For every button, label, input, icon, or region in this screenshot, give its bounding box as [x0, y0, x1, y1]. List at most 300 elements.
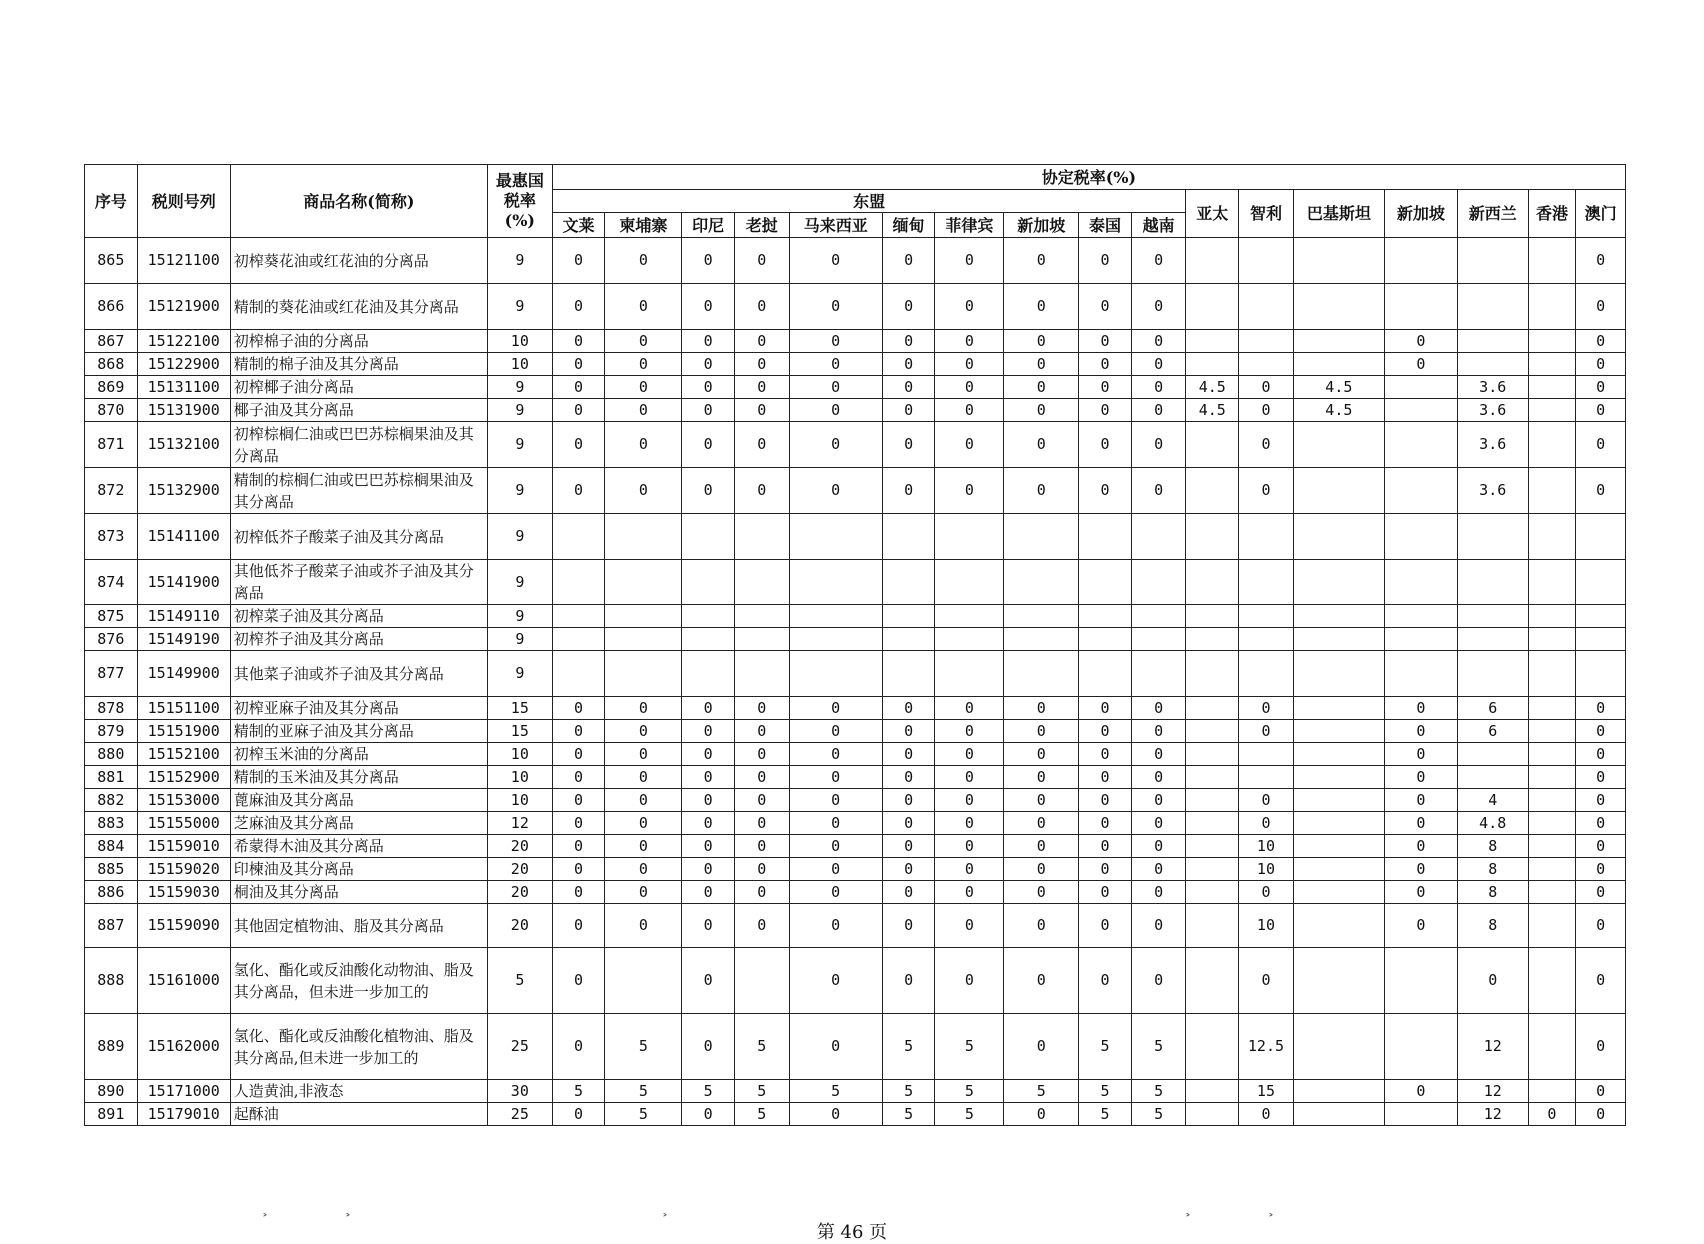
- row-asean-rate: 0: [1131, 720, 1186, 743]
- row-asean-rate: 0: [1079, 376, 1132, 399]
- row-asean-rate: 0: [552, 1014, 605, 1080]
- row-asean-rate: 0: [789, 881, 882, 904]
- row-other-rate: [1457, 651, 1528, 697]
- row-asean-rate: 0: [682, 766, 735, 789]
- row-other-rate: 4.5: [1293, 399, 1384, 422]
- row-asean-rate: 0: [935, 858, 1004, 881]
- row-other-rate: 0: [1384, 789, 1457, 812]
- row-other-rate: 0: [1239, 881, 1294, 904]
- row-other-rate: 0: [1239, 468, 1294, 514]
- row-asean-rate: 0: [682, 353, 735, 376]
- row-asean-rate: [605, 514, 682, 560]
- row-asean-rate: 0: [935, 422, 1004, 468]
- row-name: 桐油及其分离品: [230, 881, 487, 904]
- row-asean-rate: 5: [1131, 1103, 1186, 1126]
- row-other-rate: 0: [1384, 835, 1457, 858]
- row-seq: 874: [85, 560, 138, 605]
- row-other-rate: 0: [1239, 376, 1294, 399]
- row-other-rate: [1528, 651, 1576, 697]
- row-asean-rate: 0: [734, 422, 789, 468]
- row-other-rate: 0: [1384, 1080, 1457, 1103]
- row-other-rate: [1457, 605, 1528, 628]
- row-other-rate: 0: [1576, 376, 1626, 399]
- row-asean-rate: 0: [682, 948, 735, 1014]
- row-asean-rate: 5: [1079, 1080, 1132, 1103]
- row-asean-rate: 0: [552, 330, 605, 353]
- row-code: 15121100: [137, 238, 230, 284]
- row-asean-rate: 0: [552, 948, 605, 1014]
- row-other-rate: [1293, 628, 1384, 651]
- header-code: 税则号列: [137, 165, 230, 238]
- row-asean-rate: 0: [882, 858, 935, 881]
- row-asean-rate: 0: [882, 948, 935, 1014]
- row-asean-rate: 0: [1131, 858, 1186, 881]
- row-seq: 875: [85, 605, 138, 628]
- table-row: [85, 560, 1626, 605]
- row-asean-rate: 0: [1131, 468, 1186, 514]
- row-seq: 867: [85, 330, 138, 353]
- row-asean-rate: 0: [789, 468, 882, 514]
- row-code: 15151900: [137, 720, 230, 743]
- row-mfn: 25: [487, 1103, 552, 1126]
- row-asean-rate: 5: [605, 1080, 682, 1103]
- row-asean-rate: [1079, 514, 1132, 560]
- row-other-rate: 0: [1576, 330, 1626, 353]
- row-asean-rate: 0: [734, 881, 789, 904]
- row-asean-rate: 0: [789, 766, 882, 789]
- row-name: 氢化、酯化或反油酸化植物油、脂及其分离品,但未进一步加工的: [230, 1014, 487, 1080]
- row-other-rate: 0: [1576, 697, 1626, 720]
- row-asean-rate: [552, 560, 605, 605]
- row-mfn: 15: [487, 697, 552, 720]
- row-asean-rate: 0: [789, 697, 882, 720]
- row-asean-rate: 0: [1079, 353, 1132, 376]
- row-other-rate: 4: [1457, 789, 1528, 812]
- row-other-rate: [1186, 514, 1239, 560]
- row-asean-rate: [552, 605, 605, 628]
- row-other-rate: 12: [1457, 1014, 1528, 1080]
- row-other-rate: [1186, 881, 1239, 904]
- row-other-rate: [1293, 1014, 1384, 1080]
- row-seq: 873: [85, 514, 138, 560]
- row-asean-rate: 0: [935, 284, 1004, 330]
- row-seq: 879: [85, 720, 138, 743]
- row-asean-rate: 0: [789, 789, 882, 812]
- row-other-rate: [1293, 835, 1384, 858]
- header-name: 商品名称(简称): [230, 165, 487, 238]
- row-code: 15152100: [137, 743, 230, 766]
- header-other-1: 智利: [1239, 190, 1294, 238]
- row-other-rate: 0: [1576, 1014, 1626, 1080]
- row-other-rate: [1186, 651, 1239, 697]
- row-asean-rate: 0: [605, 743, 682, 766]
- row-code: 15141100: [137, 514, 230, 560]
- row-other-rate: [1293, 812, 1384, 835]
- scan-mark: ˃: [1185, 1212, 1191, 1226]
- row-asean-rate: 5: [1131, 1014, 1186, 1080]
- row-asean-rate: [734, 560, 789, 605]
- row-other-rate: [1384, 468, 1457, 514]
- row-asean-rate: 0: [1131, 697, 1186, 720]
- row-other-rate: 12: [1457, 1103, 1528, 1126]
- row-asean-rate: [935, 651, 1004, 697]
- row-other-rate: [1457, 514, 1528, 560]
- row-asean-rate: 0: [935, 789, 1004, 812]
- row-asean-rate: [1079, 651, 1132, 697]
- row-asean-rate: 0: [935, 812, 1004, 835]
- header-mfn: 最惠国税率(%): [487, 165, 552, 238]
- row-other-rate: 0: [1576, 1103, 1626, 1126]
- row-asean-rate: [789, 651, 882, 697]
- row-asean-rate: 0: [1004, 812, 1079, 835]
- row-asean-rate: 0: [682, 468, 735, 514]
- row-other-rate: [1528, 399, 1576, 422]
- row-asean-rate: 0: [789, 376, 882, 399]
- row-asean-rate: 5: [935, 1103, 1004, 1126]
- header-asean-6: 菲律宾: [935, 213, 1004, 238]
- row-other-rate: 4.5: [1293, 376, 1384, 399]
- row-asean-rate: [882, 514, 935, 560]
- row-asean-rate: 0: [935, 743, 1004, 766]
- row-asean-rate: 0: [605, 353, 682, 376]
- row-asean-rate: [882, 628, 935, 651]
- row-asean-rate: [1004, 514, 1079, 560]
- row-asean-rate: 5: [789, 1080, 882, 1103]
- row-other-rate: 3.6: [1457, 468, 1528, 514]
- row-mfn: 9: [487, 514, 552, 560]
- header-asean-9: 越南: [1131, 213, 1186, 238]
- row-other-rate: [1186, 560, 1239, 605]
- row-asean-rate: 0: [605, 904, 682, 948]
- row-mfn: 10: [487, 353, 552, 376]
- row-other-rate: 0: [1576, 720, 1626, 743]
- row-asean-rate: [789, 628, 882, 651]
- row-other-rate: [1293, 284, 1384, 330]
- row-asean-rate: 0: [882, 789, 935, 812]
- row-other-rate: 0: [1576, 881, 1626, 904]
- row-mfn: 9: [487, 399, 552, 422]
- row-asean-rate: 0: [1131, 766, 1186, 789]
- row-other-rate: 0: [1576, 904, 1626, 948]
- table-row: [85, 881, 1626, 904]
- scan-mark: ˃: [262, 1212, 268, 1226]
- row-other-rate: [1293, 353, 1384, 376]
- row-asean-rate: 0: [734, 789, 789, 812]
- row-other-rate: [1186, 1014, 1239, 1080]
- row-other-rate: 0: [1528, 1103, 1576, 1126]
- row-asean-rate: 0: [1004, 422, 1079, 468]
- row-other-rate: [1293, 789, 1384, 812]
- row-asean-rate: 0: [1131, 353, 1186, 376]
- row-asean-rate: 0: [1004, 376, 1079, 399]
- row-asean-rate: [682, 628, 735, 651]
- row-other-rate: [1528, 858, 1576, 881]
- table-row: [85, 353, 1626, 376]
- header-asean-0: 文莱: [552, 213, 605, 238]
- row-asean-rate: 0: [1004, 238, 1079, 284]
- row-other-rate: [1186, 697, 1239, 720]
- row-asean-rate: 0: [935, 330, 1004, 353]
- row-other-rate: [1457, 743, 1528, 766]
- row-other-rate: [1384, 628, 1457, 651]
- row-mfn: 10: [487, 743, 552, 766]
- row-code: 15152900: [137, 766, 230, 789]
- row-name: 精制的棕榈仁油或巴巴苏棕榈果油及其分离品: [230, 468, 487, 514]
- row-seq: 881: [85, 766, 138, 789]
- row-name: 印楝油及其分离品: [230, 858, 487, 881]
- row-seq: 877: [85, 651, 138, 697]
- row-name: 初榨棉子油的分离品: [230, 330, 487, 353]
- header-asean-8: 泰国: [1079, 213, 1132, 238]
- table-row: [85, 1103, 1626, 1126]
- row-mfn: 10: [487, 766, 552, 789]
- row-asean-rate: 0: [1131, 789, 1186, 812]
- row-other-rate: 3.6: [1457, 422, 1528, 468]
- row-asean-rate: 0: [1004, 1103, 1079, 1126]
- row-name: 初榨葵花油或红花油的分离品: [230, 238, 487, 284]
- row-other-rate: [1528, 766, 1576, 789]
- table-row: [85, 858, 1626, 881]
- row-other-rate: [1186, 789, 1239, 812]
- row-other-rate: [1457, 766, 1528, 789]
- row-other-rate: [1528, 835, 1576, 858]
- row-seq: 870: [85, 399, 138, 422]
- row-asean-rate: [935, 628, 1004, 651]
- row-mfn: 20: [487, 881, 552, 904]
- row-asean-rate: 5: [882, 1014, 935, 1080]
- row-other-rate: 0: [1457, 948, 1528, 1014]
- row-asean-rate: 0: [682, 399, 735, 422]
- row-asean-rate: 0: [882, 468, 935, 514]
- row-other-rate: [1239, 330, 1294, 353]
- row-asean-rate: 0: [552, 284, 605, 330]
- row-other-rate: [1186, 284, 1239, 330]
- table-row: [85, 1080, 1626, 1103]
- row-asean-rate: 0: [734, 399, 789, 422]
- row-asean-rate: 0: [1004, 720, 1079, 743]
- row-other-rate: 8: [1457, 881, 1528, 904]
- row-other-rate: [1457, 560, 1528, 605]
- row-asean-rate: 0: [882, 422, 935, 468]
- row-other-rate: 0: [1576, 399, 1626, 422]
- table-row: [85, 238, 1626, 284]
- row-other-rate: [1457, 353, 1528, 376]
- row-asean-rate: [682, 560, 735, 605]
- row-asean-rate: 0: [1079, 743, 1132, 766]
- row-other-rate: [1186, 353, 1239, 376]
- row-asean-rate: 0: [789, 720, 882, 743]
- row-asean-rate: 0: [882, 353, 935, 376]
- row-name: 椰子油及其分离品: [230, 399, 487, 422]
- row-asean-rate: 0: [1004, 835, 1079, 858]
- row-other-rate: [1239, 560, 1294, 605]
- row-other-rate: [1186, 835, 1239, 858]
- row-asean-rate: 0: [1079, 284, 1132, 330]
- header-asean-5: 缅甸: [882, 213, 935, 238]
- row-asean-rate: 0: [935, 697, 1004, 720]
- row-asean-rate: 0: [682, 1103, 735, 1126]
- row-asean-rate: 5: [882, 1103, 935, 1126]
- row-code: 15122100: [137, 330, 230, 353]
- row-other-rate: [1186, 605, 1239, 628]
- row-other-rate: [1528, 904, 1576, 948]
- row-asean-rate: 0: [1131, 284, 1186, 330]
- table-row: [85, 514, 1626, 560]
- row-code: 15149190: [137, 628, 230, 651]
- row-asean-rate: 0: [935, 881, 1004, 904]
- row-other-rate: 0: [1239, 697, 1294, 720]
- row-asean-rate: 0: [682, 1014, 735, 1080]
- row-asean-rate: 0: [882, 904, 935, 948]
- row-asean-rate: 5: [935, 1080, 1004, 1103]
- row-asean-rate: 0: [789, 812, 882, 835]
- row-asean-rate: 0: [882, 399, 935, 422]
- row-other-rate: [1576, 514, 1626, 560]
- row-mfn: 10: [487, 330, 552, 353]
- row-other-rate: 0: [1576, 812, 1626, 835]
- row-name: 初榨菜子油及其分离品: [230, 605, 487, 628]
- row-name: 精制的棉子油及其分离品: [230, 353, 487, 376]
- row-asean-rate: 0: [882, 720, 935, 743]
- row-asean-rate: 0: [552, 353, 605, 376]
- row-other-rate: [1293, 1080, 1384, 1103]
- row-asean-rate: [1079, 560, 1132, 605]
- row-other-rate: 4.5: [1186, 399, 1239, 422]
- row-asean-rate: 0: [882, 284, 935, 330]
- row-other-rate: [1293, 948, 1384, 1014]
- row-asean-rate: 0: [1131, 812, 1186, 835]
- row-asean-rate: 0: [682, 422, 735, 468]
- row-asean-rate: [1004, 651, 1079, 697]
- row-asean-rate: 0: [1131, 881, 1186, 904]
- row-asean-rate: 0: [1079, 238, 1132, 284]
- row-asean-rate: 0: [1131, 422, 1186, 468]
- row-other-rate: 0: [1576, 468, 1626, 514]
- row-mfn: 9: [487, 628, 552, 651]
- row-other-rate: 0: [1576, 858, 1626, 881]
- row-code: 15171000: [137, 1080, 230, 1103]
- row-asean-rate: 0: [552, 720, 605, 743]
- header-asean-3: 老挝: [734, 213, 789, 238]
- row-asean-rate: 0: [552, 238, 605, 284]
- row-seq: 885: [85, 858, 138, 881]
- row-asean-rate: 5: [1079, 1103, 1132, 1126]
- row-asean-rate: 5: [1004, 1080, 1079, 1103]
- row-other-rate: [1239, 743, 1294, 766]
- row-other-rate: [1239, 238, 1294, 284]
- row-asean-rate: 0: [734, 812, 789, 835]
- header-other-6: 澳门: [1576, 190, 1626, 238]
- row-asean-rate: 5: [734, 1014, 789, 1080]
- row-asean-rate: 0: [1004, 284, 1079, 330]
- row-asean-rate: [1131, 651, 1186, 697]
- row-asean-rate: 0: [682, 720, 735, 743]
- row-other-rate: [1293, 904, 1384, 948]
- row-code: 15131900: [137, 399, 230, 422]
- row-other-rate: [1186, 812, 1239, 835]
- table-row: [85, 812, 1626, 835]
- table-row: [85, 697, 1626, 720]
- row-asean-rate: 0: [552, 766, 605, 789]
- table-row: [85, 720, 1626, 743]
- row-asean-rate: 0: [552, 881, 605, 904]
- row-other-rate: [1576, 560, 1626, 605]
- row-code: 15121900: [137, 284, 230, 330]
- row-asean-rate: [1079, 628, 1132, 651]
- row-asean-rate: 0: [682, 697, 735, 720]
- row-other-rate: [1457, 628, 1528, 651]
- row-asean-rate: 0: [552, 697, 605, 720]
- row-asean-rate: 0: [935, 948, 1004, 1014]
- row-asean-rate: 0: [605, 789, 682, 812]
- row-other-rate: 0: [1239, 399, 1294, 422]
- row-other-rate: 0: [1239, 789, 1294, 812]
- header-asean-4: 马来西亚: [789, 213, 882, 238]
- row-asean-rate: 0: [935, 835, 1004, 858]
- row-asean-rate: 0: [734, 330, 789, 353]
- table-row: [85, 605, 1626, 628]
- row-asean-rate: 0: [1131, 399, 1186, 422]
- row-code: 15159020: [137, 858, 230, 881]
- row-asean-rate: 0: [552, 1103, 605, 1126]
- row-asean-rate: [1079, 605, 1132, 628]
- row-mfn: 12: [487, 812, 552, 835]
- row-asean-rate: 0: [682, 858, 735, 881]
- row-other-rate: 3.6: [1457, 399, 1528, 422]
- row-seq: 871: [85, 422, 138, 468]
- row-asean-rate: 0: [682, 789, 735, 812]
- row-other-rate: 0: [1576, 948, 1626, 1014]
- row-asean-rate: 0: [682, 376, 735, 399]
- row-asean-rate: 0: [882, 835, 935, 858]
- row-asean-rate: 0: [1004, 697, 1079, 720]
- row-asean-rate: 5: [605, 1103, 682, 1126]
- row-other-rate: [1384, 399, 1457, 422]
- tariff-table: [84, 164, 1626, 1126]
- row-other-rate: 0: [1576, 284, 1626, 330]
- row-asean-rate: 0: [935, 376, 1004, 399]
- row-seq: 888: [85, 948, 138, 1014]
- row-asean-rate: [935, 605, 1004, 628]
- row-other-rate: [1528, 330, 1576, 353]
- row-name: 其他低芥子酸菜子油或芥子油及其分离品: [230, 560, 487, 605]
- row-other-rate: 0: [1576, 835, 1626, 858]
- row-asean-rate: 0: [935, 766, 1004, 789]
- header-other-3: 新加坡: [1384, 190, 1457, 238]
- row-asean-rate: 0: [682, 835, 735, 858]
- row-mfn: 10: [487, 789, 552, 812]
- row-code: 15161000: [137, 948, 230, 1014]
- row-code: 15179010: [137, 1103, 230, 1126]
- row-asean-rate: 0: [1131, 376, 1186, 399]
- row-asean-rate: 0: [605, 697, 682, 720]
- table-row: [85, 789, 1626, 812]
- row-asean-rate: 5: [1079, 1014, 1132, 1080]
- table-row: [85, 284, 1626, 330]
- table-row: [85, 468, 1626, 514]
- row-other-rate: 0: [1576, 238, 1626, 284]
- row-asean-rate: [1131, 628, 1186, 651]
- scan-mark: ˃: [345, 1212, 351, 1226]
- row-asean-rate: 0: [1079, 697, 1132, 720]
- row-name: 其他菜子油或芥子油及其分离品: [230, 651, 487, 697]
- row-mfn: 9: [487, 238, 552, 284]
- row-asean-rate: 0: [1004, 858, 1079, 881]
- row-asean-rate: 0: [1004, 353, 1079, 376]
- row-asean-rate: 0: [1079, 720, 1132, 743]
- row-other-rate: 8: [1457, 904, 1528, 948]
- row-asean-rate: 0: [935, 399, 1004, 422]
